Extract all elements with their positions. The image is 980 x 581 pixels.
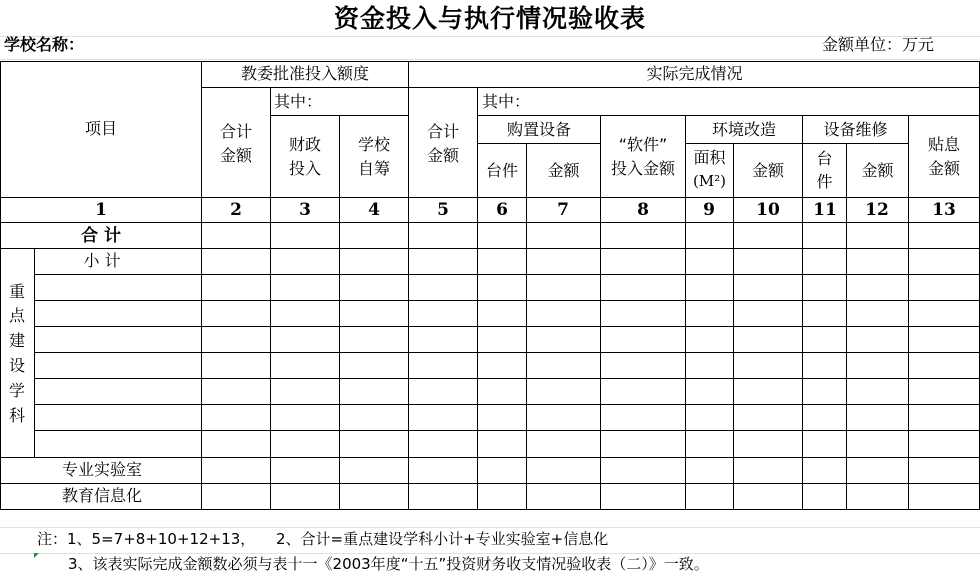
page-title: 资金投入与执行情况验收表 (333, 4, 646, 33)
header-item: 项目 (84, 119, 117, 138)
amount-unit-label: 金额单位：万元 (822, 35, 935, 54)
header-env-amount: 金额 (751, 161, 784, 180)
row-total-label: 合 计 (81, 226, 121, 246)
header-of-which-approved: 其中： (274, 92, 323, 111)
header-software-line1: “软件” (618, 135, 668, 154)
header-finance-line1: 财政 (288, 135, 321, 154)
school-name-label: 学校名称： (4, 35, 85, 54)
header-environment: 环境改造 (711, 120, 776, 139)
column-number: 5 (437, 200, 449, 220)
header-actual-group: 实际完成情况 (646, 64, 743, 83)
header-approved-group: 教委批准投入额度 (240, 64, 369, 83)
header-area-line2: (M²) (692, 172, 727, 190)
header-repair-amount: 金额 (861, 161, 894, 180)
column-number: 9 (703, 200, 715, 220)
row-key-discipline-char: 学 (8, 381, 25, 400)
row-lab-label: 专业实验室 (61, 460, 142, 479)
row-info-label: 教育信息化 (61, 486, 142, 505)
row-subtotal-label: 小 计 (83, 251, 121, 270)
column-number: 10 (756, 200, 780, 220)
header-repair-units-line1: 台 (816, 149, 833, 168)
column-number: 4 (368, 200, 380, 220)
row-key-discipline-char: 设 (8, 356, 25, 375)
note-2: 2、合计=重点建设学科小计+专业实验室+信息化 (276, 530, 609, 548)
header-purchase-units: 台件 (485, 161, 518, 180)
header-total-actual-line2: 金额 (426, 146, 459, 165)
column-number: 12 (865, 200, 889, 220)
row-key-discipline-char: 建 (8, 331, 25, 350)
header-subsidy-line2: 金额 (927, 159, 960, 178)
header-self-line2: 自筹 (357, 159, 390, 178)
note-3: 3、该表实际完成金额数必须与表十一《2003年度“十五”投资财务收支情况验收表（二）》一致。 (68, 555, 709, 573)
column-number: 2 (230, 200, 242, 220)
column-number: 3 (299, 200, 311, 220)
header-self-line1: 学校 (357, 135, 390, 154)
header-purchase: 购置设备 (506, 120, 571, 139)
header-area-line1: 面积 (693, 148, 726, 167)
header-total-actual-line1: 合计 (426, 122, 459, 141)
header-repair: 设备维修 (823, 120, 888, 139)
column-number: 1 (95, 200, 107, 220)
header-finance-line2: 投入 (288, 159, 321, 178)
column-number: 6 (496, 200, 508, 220)
header-software-line2: 投入金额 (610, 159, 675, 178)
note-1: 注：1、5=7+8+10+12+13， (37, 530, 256, 548)
header-total-approved-line1: 合计 (219, 122, 252, 141)
row-key-discipline-char: 科 (8, 406, 25, 425)
row-key-discipline-char: 点 (8, 306, 25, 325)
column-number: 8 (637, 200, 649, 220)
column-number: 13 (932, 200, 956, 220)
header-purchase-amount: 金额 (547, 161, 580, 180)
column-number: 7 (557, 200, 569, 220)
header-of-which-actual: 其中： (482, 92, 531, 111)
row-key-discipline-char: 重 (8, 282, 25, 301)
header-total-approved-line2: 金额 (219, 146, 252, 165)
column-number: 11 (813, 200, 837, 220)
header-repair-units-line2: 件 (816, 172, 833, 191)
header-subsidy-line1: 贴息 (927, 135, 960, 154)
